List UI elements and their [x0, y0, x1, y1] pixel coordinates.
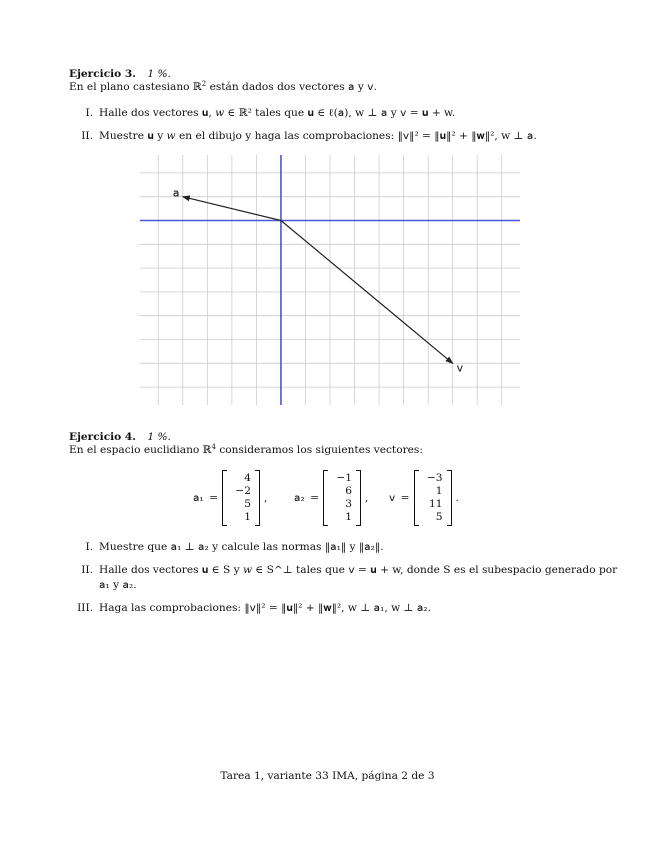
ex4-item-3-text: Haga las comprobaciones: ‖𝗏‖² = ‖𝐮‖² + ‖𝐰‖², w ⊥ 𝖺₁, w ⊥ 𝖺₂.	[99, 602, 431, 614]
ex4-intro-post: consideramos los siguientes vectores:	[215, 444, 423, 456]
ex4-intro-sup: 4	[211, 443, 216, 451]
vector-a-label: 𝖺	[172, 186, 180, 200]
ex4-item-2-cont: 𝖺₁ y 𝖺₂.	[99, 579, 137, 591]
matrix-entry: 4	[244, 472, 251, 484]
ex4-intro-pre: En el espacio euclidiano ℝ	[69, 444, 212, 456]
matrix-entry: −1	[336, 472, 352, 484]
matrix-entry: −2	[235, 485, 251, 497]
matrix-entry: 1	[435, 485, 443, 497]
ex4-item-2-label: II.	[81, 564, 93, 576]
eq-a1: 𝖺₁ = 4 −2 5 1 ,	[193, 469, 267, 527]
ex3-intro	[69, 81, 377, 94]
vector-plot	[140, 155, 520, 405]
ex3-heading	[69, 68, 171, 81]
ex3-points: 1 %.	[147, 68, 171, 80]
ex3-intro-sup: 2	[201, 80, 207, 88]
eq-a2: 𝖺₂ = −1 6 3 1 ,	[294, 469, 368, 527]
matrix-entry: 1	[345, 511, 352, 523]
ex4-title: Ejercicio 4.	[69, 431, 136, 443]
matrix-entry: −3	[426, 472, 443, 484]
ex4-heading	[69, 431, 171, 444]
matrix-a1	[222, 470, 260, 526]
eq-a2-name: 𝖺₂	[294, 492, 305, 504]
page-footer: Tarea 1, variante 33 IMA, página 2 de 3	[220, 770, 435, 782]
ex3-item-1-label: I.	[85, 107, 93, 119]
matrix-entry: 3	[345, 498, 352, 510]
matrix-entry: 6	[345, 485, 352, 497]
eq-v-name: 𝗏	[389, 492, 396, 504]
ex3-intro-pre: En el plano castesiano ℝ	[69, 81, 202, 93]
eq-v: 𝗏 = −3 1 11 5 .	[389, 469, 459, 527]
matrix-entry: 11	[429, 498, 443, 510]
ex4-points: 1 %.	[147, 431, 171, 443]
ex4-item-1-label: I.	[85, 541, 93, 553]
eq-a1-sep: ,	[264, 492, 268, 504]
ex3-item-2-text: Muestre 𝐮 y 𝑤 en el dibujo y haga las comprobaciones: ‖𝗏‖² = ‖𝐮‖² + ‖𝐰‖², w ⊥ 𝖺.	[99, 130, 537, 142]
matrix-entry: 5	[244, 498, 251, 510]
ex3-title: Ejercicio 3.	[69, 68, 136, 80]
ex4-item-1-text: Muestre que 𝖺₁ ⊥ 𝖺₂ y calcule las normas ‖𝖺₁‖ y ‖𝖺₂‖.	[99, 541, 384, 553]
matrix-entry: 1	[244, 511, 251, 523]
ex4-intro	[69, 444, 423, 457]
matrix-v	[414, 470, 452, 526]
ex3-intro-post: están dados dos vectores 𝖺 y 𝗏.	[206, 81, 377, 93]
eq-v-sep: .	[455, 492, 459, 504]
eq-a2-sep: ,	[365, 492, 369, 504]
eq-a1-name: 𝖺₁	[193, 492, 204, 504]
matrix-a2	[323, 470, 361, 526]
ex4-item-2-text: Halle dos vectores 𝐮 ∈ S y 𝑤 ∈ S^⊥ tales que 𝗏 = 𝐮 + w, donde S es el subespacio generado por	[99, 564, 618, 576]
ex3-item-2-label: II.	[81, 130, 93, 142]
matrix-entry: 5	[435, 511, 443, 523]
vector-v-label: 𝗏	[456, 361, 464, 375]
ex4-item-3-label: III.	[77, 602, 93, 614]
ex3-item-1-text: Halle dos vectores 𝐮, 𝑤 ∈ ℝ² tales que 𝐮 ∈ ℓ(𝖺), w ⊥ 𝖺 y 𝗏 = 𝐮 + w.	[99, 107, 456, 119]
